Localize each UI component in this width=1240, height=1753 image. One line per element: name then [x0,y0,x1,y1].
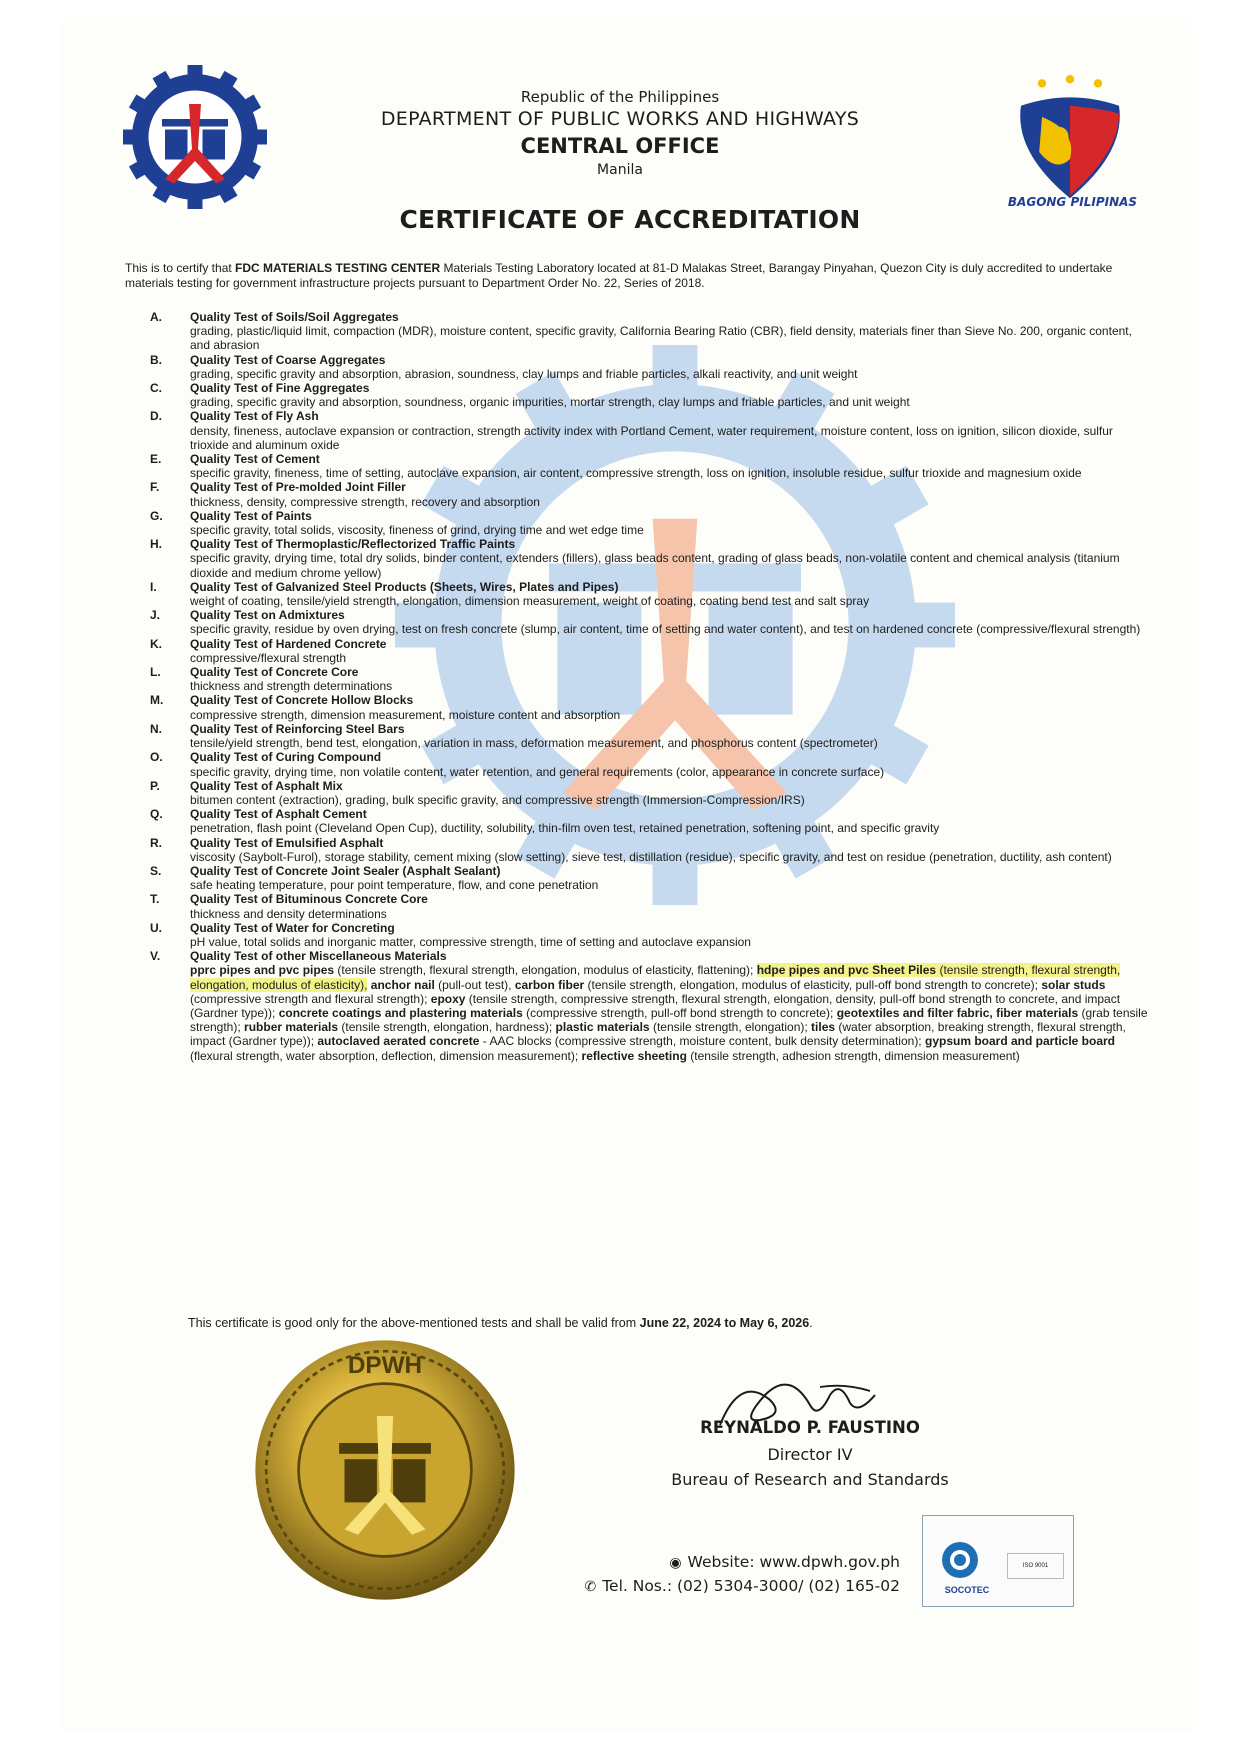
item-description: viscosity (Saybolt-Furol), storage stability, cement mixing (slow setting), sieve test, distillation (residue), specific gravity, and test on residue (penetration, ductility, ash content) [190,849,1112,864]
test-item [150,750,1150,778]
website-line [570,1553,900,1571]
office-name: CENTRAL OFFICE [520,134,720,158]
item-description: specific gravity, fineness, time of setting, autoclave expansion, air content, compressive strength, loss on ignition, insoluble residue, sulfur trioxide and magnesium oxide [190,466,1082,481]
item-title: Quality Test of Paints [190,508,312,523]
test-item [150,864,1150,892]
item-title: Quality Test of Galvanized Steel Products (Sheets, Wires, Plates and Pipes) [190,579,619,594]
item-letter: E. [150,452,162,467]
item-description: specific gravity, drying time, non volatile content, water retention, and general requirements (color, appearance in concrete surface) [190,764,885,779]
misc-part [190,963,757,977]
material-tests: (tensile strength, elongation, modulus of elasticity, pull-off bond strength to concrete); [584,977,1042,992]
test-item [150,836,1150,864]
intro-paragraph [125,261,1145,291]
material-tests: (tensile strength, flexural strength, elongation, modulus of elasticity, flattening); [334,963,757,978]
item-title: Quality Test of Coarse Aggregates [190,352,386,367]
validity-statement [188,1316,1148,1330]
test-item [150,665,1150,693]
validity-post: . [809,1316,813,1330]
item-title: Quality Test of Pre-molded Joint Filler [190,480,406,495]
intro-post: Materials Testing Laboratory located at 81-D Malakas Street, Barangay Pinyahan, Quezon City is duly accredited to undertake materials testing for government infrastructure projects pursuant to Department Order No. 22, Series of 2018. [125,261,1113,290]
signatory-name: REYNALDO P. FAUSTINO [700,1418,920,1437]
item-letter: J. [150,608,161,623]
material-name: autoclaved aerated concrete [317,1034,480,1049]
material-name: epoxy [430,991,466,1006]
item-title: Quality Test of Thermoplastic/Reflectorized Traffic Paints [190,537,516,552]
item-description: grading, plastic/liquid limit, compaction (MDR), moisture content, specific gravity, California Bearing Ratio (CBR), field density, materials finer than Sieve No. 200, organic content, and abrasion [190,324,1132,353]
item-letter: Q. [150,807,163,822]
item-description: penetration, flash point (Cleveland Open Cup), ductility, solubility, thin-film oven test, retained penetration, softening point, and specific gravity [190,821,940,836]
dpwh-gold-seal [250,1335,520,1605]
bagong-pilipinas-text: BAGONG PILIPINAS [1007,195,1138,209]
material-tests: (tensile strength, compressive strength, flexural strength, elongation, density, pull-off bond strength to concrete, and impact (Gardner type)); [190,991,1121,1020]
misc-part [279,1006,837,1020]
item-letter: D. [150,409,162,424]
item-letter: G. [150,508,163,523]
material-tests: (compressive strength and flexural strength); [190,991,431,1006]
item-letter: C. [150,381,162,396]
item-description: density, fineness, autoclave expansion or contraction, strength activity index with Portland Cement, water requirement, moisture content, loss on ignition, silicon dioxide, sulfur trioxide and aluminum oxide [190,423,1113,452]
item-letter: K. [150,636,162,651]
test-item [150,480,1150,508]
test-item [150,779,1150,807]
item-letter: S. [150,863,162,878]
item-title: Quality Test of Concrete Core [190,665,359,680]
material-name: gypsum board and particle board [924,1034,1116,1049]
material-name: carbon fiber [514,977,585,992]
test-item [150,637,1150,665]
item-letter: B. [150,352,162,367]
item-title: Quality Test on Admixtures [190,608,345,623]
item-letter: U. [150,920,162,935]
intro-pre: This is to certify that [125,261,236,275]
material-tests: (tensile strength, elongation); [649,1020,812,1035]
item-title: Quality Test of Hardened Concrete [190,636,387,651]
misc-part [367,978,514,992]
material-tests: (flexural strength, water absorption, deflection, dimension measurement); [190,1048,582,1063]
item-letter: O. [150,750,163,765]
item-title: Quality Test of Concrete Hollow Blocks [190,693,414,708]
test-item [150,722,1150,750]
misc-part [244,1020,556,1034]
test-item-misc [150,949,1150,1063]
test-item [150,693,1150,721]
item-description: thickness, density, compressive strength, recovery and absorption [190,494,540,509]
item-description: grading, specific gravity and absorption, soundness, organic impurities, mortar strength, clay lumps and friable particles, and unit weight [190,395,910,410]
item-title: Quality Test of Fine Aggregates [190,381,370,396]
item-title: Quality Test of Reinforcing Steel Bars [190,721,405,736]
item-description: compressive/flexural strength [190,650,347,665]
item-description: thickness and density determinations [190,906,387,921]
material-tests: (grab tensile strength); [190,1005,1148,1035]
certificate-title: CERTIFICATE OF ACCREDITATION [399,205,861,234]
validity-pre: This certificate is good only for the above-mentioned tests and shall be valid from [188,1316,640,1330]
item-letter: M. [150,693,164,708]
globe-icon: ◉ [669,1555,682,1571]
material-tests: - AAC blocks (compressive strength, moisture content, bulk density determination); [479,1034,925,1049]
telephone-line [570,1577,900,1595]
seal-text: DPWH [347,1351,423,1379]
socotec-label: SOCOTEC [944,1585,990,1595]
material-name: hdpe pipes and pvc Sheet Piles [756,963,937,978]
item-title: Quality Test of Water for Concreting [190,920,395,935]
item-letter: T. [150,892,160,907]
item-letter: R. [150,835,162,850]
item-title: Quality Test of Curing Compound [190,750,382,765]
test-item [150,580,1150,608]
item-letter: V. [150,949,161,964]
item-letter: F. [150,480,160,495]
material-tests: (water absorption, breaking strength, flexural strength, impact (Gardner type)); [190,1020,1126,1049]
test-item [150,921,1150,949]
material-name: rubber materials [244,1020,339,1035]
misc-part [317,1034,925,1048]
material-name: pprc pipes and pvc pipes [190,963,335,978]
item-description: weight of coating, tensile/yield strength, elongation, dimension measurement, weight of coating, coating bend test and salt spray [190,594,870,609]
material-name: reflective sheeting [581,1048,687,1063]
material-name: anchor nail [367,977,435,992]
item-description: tensile/yield strength, bend test, elongation, variation in mass, deformation measurement, and phosphorus content (spectrometer) [190,736,878,751]
socotec-logo [940,1540,980,1580]
item-letter: A. [150,310,162,324]
material-name: concrete coatings and plastering materials [278,1005,523,1020]
item-title: Quality Test of Asphalt Mix [190,778,343,793]
item-description: specific gravity, drying time, total dry solids, binder content, extenders (fillers), glass beads content, grading of glass beads, non-volatile content and chemical analysis (titanium dioxide and medium chrome yellow) [190,551,1120,580]
test-item [150,452,1150,480]
company-name: FDC MATERIALS TESTING CENTER [235,261,441,275]
misc-description [190,963,1150,1062]
signatory-position: Director IV [767,1445,853,1464]
department-name: DEPARTMENT OF PUBLIC WORKS AND HIGHWAYS [380,108,860,130]
item-description: thickness and strength determinations [190,679,393,694]
item-letter: P. [150,778,160,793]
item-title: Quality Test of Asphalt Cement [190,807,367,822]
item-description: pH value, total solids and inorganic matter, compressive strength, time of setting and autoclave expansion [190,934,751,949]
test-item [150,608,1150,636]
item-description: safe heating temperature, pour point temperature, flow, and cone penetration [190,878,599,893]
material-name: plastic materials [555,1020,650,1035]
test-item [150,381,1150,409]
test-item [150,807,1150,835]
material-name: tiles [811,1020,836,1035]
republic-line: Republic of the Philippines [520,88,720,106]
misc-part [556,1020,812,1034]
material-name: geotextiles and filter fabric, fiber materials [836,1005,1079,1020]
bagong-pilipinas-logo [995,75,1145,215]
misc-part [582,1049,1020,1063]
item-title: Quality Test of Cement [190,452,320,467]
validity-dates: June 22, 2024 to May 6, 2026 [639,1316,810,1330]
item-title: Quality Test of Bituminous Concrete Core [190,892,428,907]
material-tests: (tensile strength, adhesion strength, dimension measurement) [686,1048,1020,1063]
city-name: Manila [597,162,643,178]
item-description: compressive strength, dimension measurement, moisture content and absorption [190,707,621,722]
misc-part [515,978,1042,992]
signatory-office: Bureau of Research and Standards [671,1470,949,1489]
item-description: grading, specific gravity and absorption, abrasion, soundness, clay lumps and friable particles, alkali reactivity, and unit weight [190,366,858,381]
test-item [150,892,1150,920]
telephone-text: Tel. Nos.: (02) 5304-3000/ (02) 165-02 [602,1577,900,1595]
item-description: specific gravity, residue by oven drying, test on fresh concrete (slump, air content, time of setting and water content), and test on hardened concrete (compressive/flexural strength) [190,622,1141,637]
item-title: Quality Test of Concrete Joint Sealer (Asphalt Sealant) [190,863,501,878]
website-text: Website: www.dpwh.gov.ph [687,1553,900,1571]
iso-badge: ISO 9001 [1007,1553,1064,1579]
phone-icon: ✆ [584,1579,597,1595]
item-letter: I. [150,579,157,594]
dpwh-logo [120,62,270,212]
item-letter: H. [150,537,162,552]
material-name: solar studs [1041,977,1106,992]
test-item [150,353,1150,381]
item-description: bitumen content (extraction), grading, bulk specific gravity, and compressive strength (Immersion-Compression/IRS) [190,792,805,807]
test-item [150,537,1150,580]
test-list [150,310,1150,1063]
item-title: Quality Test of Emulsified Asphalt [190,835,384,850]
item-letter: L. [150,665,161,680]
item-title: Quality Test of Fly Ash [190,409,319,424]
material-tests: (tensile strength, flexural strength, elongation, modulus of elasticity), [190,963,1121,992]
material-tests: (compressive strength, pull-off bond strength to concrete); [522,1005,837,1020]
item-letter: N. [150,721,162,736]
material-tests: (tensile strength, elongation, hardness); [338,1020,556,1035]
material-tests: (pull-out test), [434,977,515,992]
item-description: specific gravity, total solids, viscosity, fineness of grind, drying time and wet edge time [190,523,644,538]
test-item [150,409,1150,452]
test-item [150,310,1150,353]
test-item [150,509,1150,537]
item-title: Quality Test of other Miscellaneous Materials [190,949,447,964]
item-title: Quality Test of Soils/Soil Aggregates [190,310,399,324]
